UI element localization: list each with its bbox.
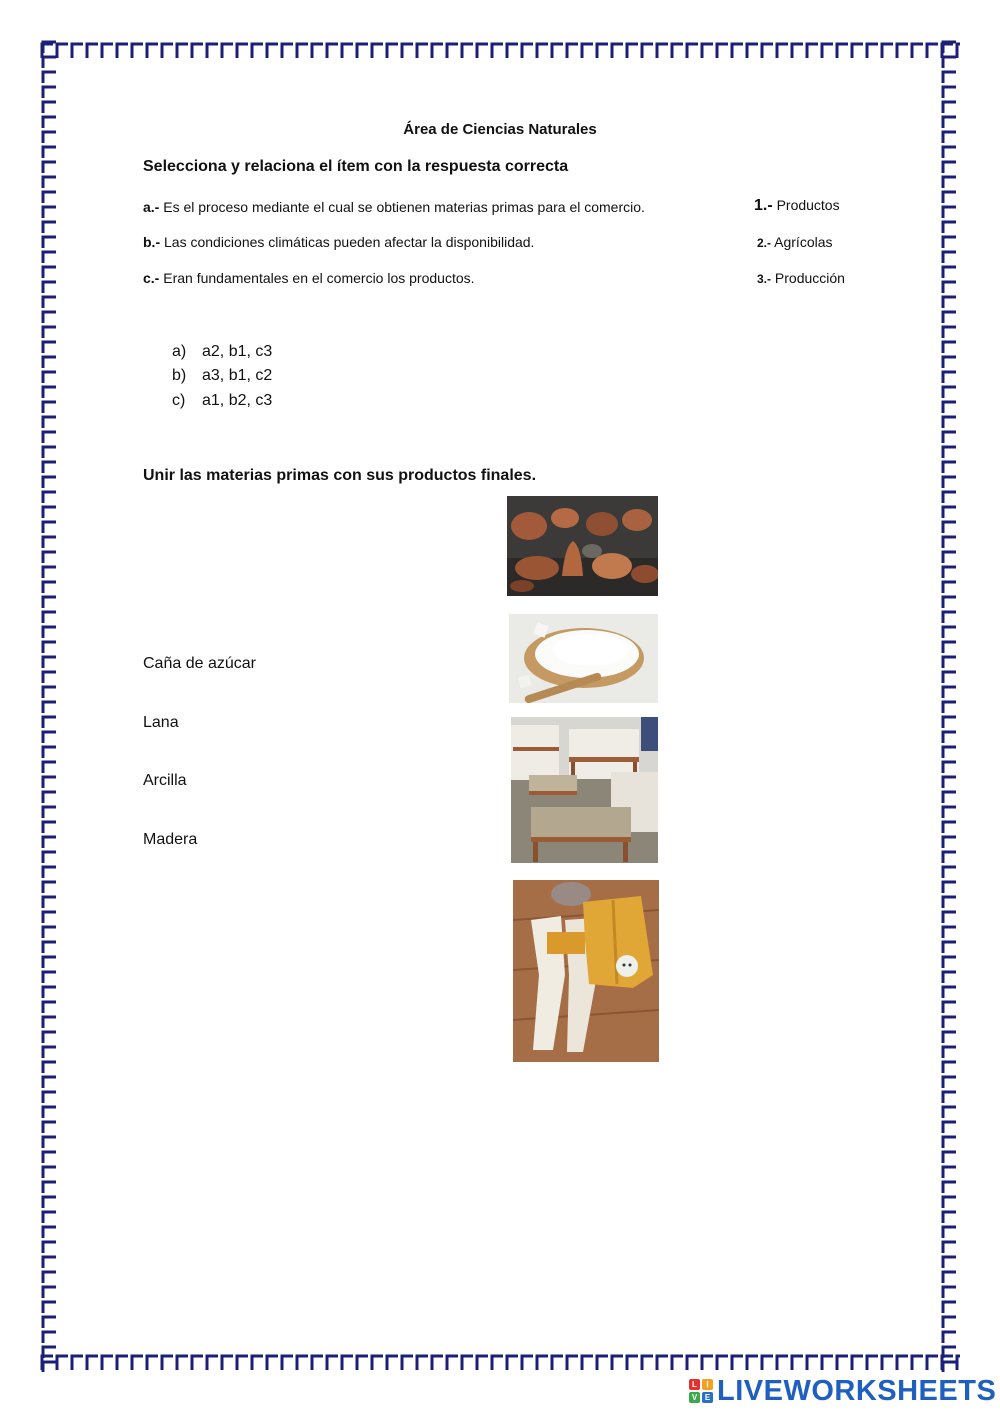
- sugar-image[interactable]: [509, 614, 658, 703]
- item-letter: a.-: [143, 199, 160, 215]
- answer-text: Producción: [774, 270, 845, 286]
- wool-clothes-image[interactable]: [513, 880, 659, 1062]
- logo-letter: V: [689, 1392, 700, 1403]
- answer-number: 3.-: [757, 272, 772, 286]
- raw-material-clay[interactable]: Arcilla: [143, 772, 187, 789]
- answer-number: 2.-: [757, 236, 772, 250]
- raw-material-wood[interactable]: Madera: [143, 831, 198, 848]
- instruction-heading: Selecciona y relaciona el ítem con la respuesta correcta: [143, 158, 569, 175]
- option-text: a1, b2, c3: [202, 392, 273, 409]
- answer-1: [754, 197, 840, 215]
- answer-text: Agrícolas: [774, 234, 833, 250]
- option-letter: a): [172, 343, 187, 360]
- page-border-bottom: [40, 1352, 960, 1372]
- item-b: [143, 234, 534, 250]
- answer-3: [757, 270, 845, 286]
- option-text: a2, b1, c3: [202, 343, 273, 360]
- option-c[interactable]: [172, 392, 272, 410]
- page-border-top: [40, 40, 960, 60]
- item-text: Las condiciones climáticas pueden afectar la disponibilidad.: [164, 234, 535, 250]
- logo-icon: [689, 1379, 713, 1403]
- option-text: a3, b1, c2: [202, 367, 273, 384]
- item-text: Es el proceso mediante el cual se obtienen materias primas para el comercio.: [163, 199, 645, 215]
- item-letter: c.-: [143, 270, 160, 286]
- item-a: [143, 199, 645, 215]
- option-b[interactable]: [172, 367, 272, 385]
- wood-furniture-image[interactable]: [511, 717, 658, 863]
- raw-material-sugarcane[interactable]: Caña de azúcar: [143, 655, 256, 672]
- option-letter: b): [172, 367, 187, 384]
- option-a[interactable]: [172, 343, 272, 361]
- answer-number: 1.-: [754, 197, 773, 214]
- section2-heading: Unir las materias primas con sus productos finales.: [143, 467, 537, 484]
- item-text: Eran fundamentales en el comercio los productos.: [163, 270, 475, 286]
- option-letter: c): [172, 392, 186, 409]
- page-title: Área de Ciencias Naturales: [403, 121, 597, 138]
- liveworksheets-logo[interactable]: [689, 1374, 996, 1408]
- logo-letter: I: [702, 1379, 713, 1390]
- item-letter: b.-: [143, 234, 161, 250]
- logo-letter: L: [689, 1379, 700, 1390]
- page-border-left: [40, 40, 60, 1372]
- logo-letter: E: [702, 1392, 713, 1403]
- brand-name: LIVEWORKSHEETS: [717, 1374, 997, 1407]
- pottery-image[interactable]: [507, 496, 658, 596]
- answer-text: Productos: [776, 197, 840, 213]
- page-border-right: [940, 40, 960, 1372]
- item-c: [143, 270, 475, 286]
- raw-material-wool[interactable]: Lana: [143, 714, 179, 731]
- answer-2: [757, 234, 833, 250]
